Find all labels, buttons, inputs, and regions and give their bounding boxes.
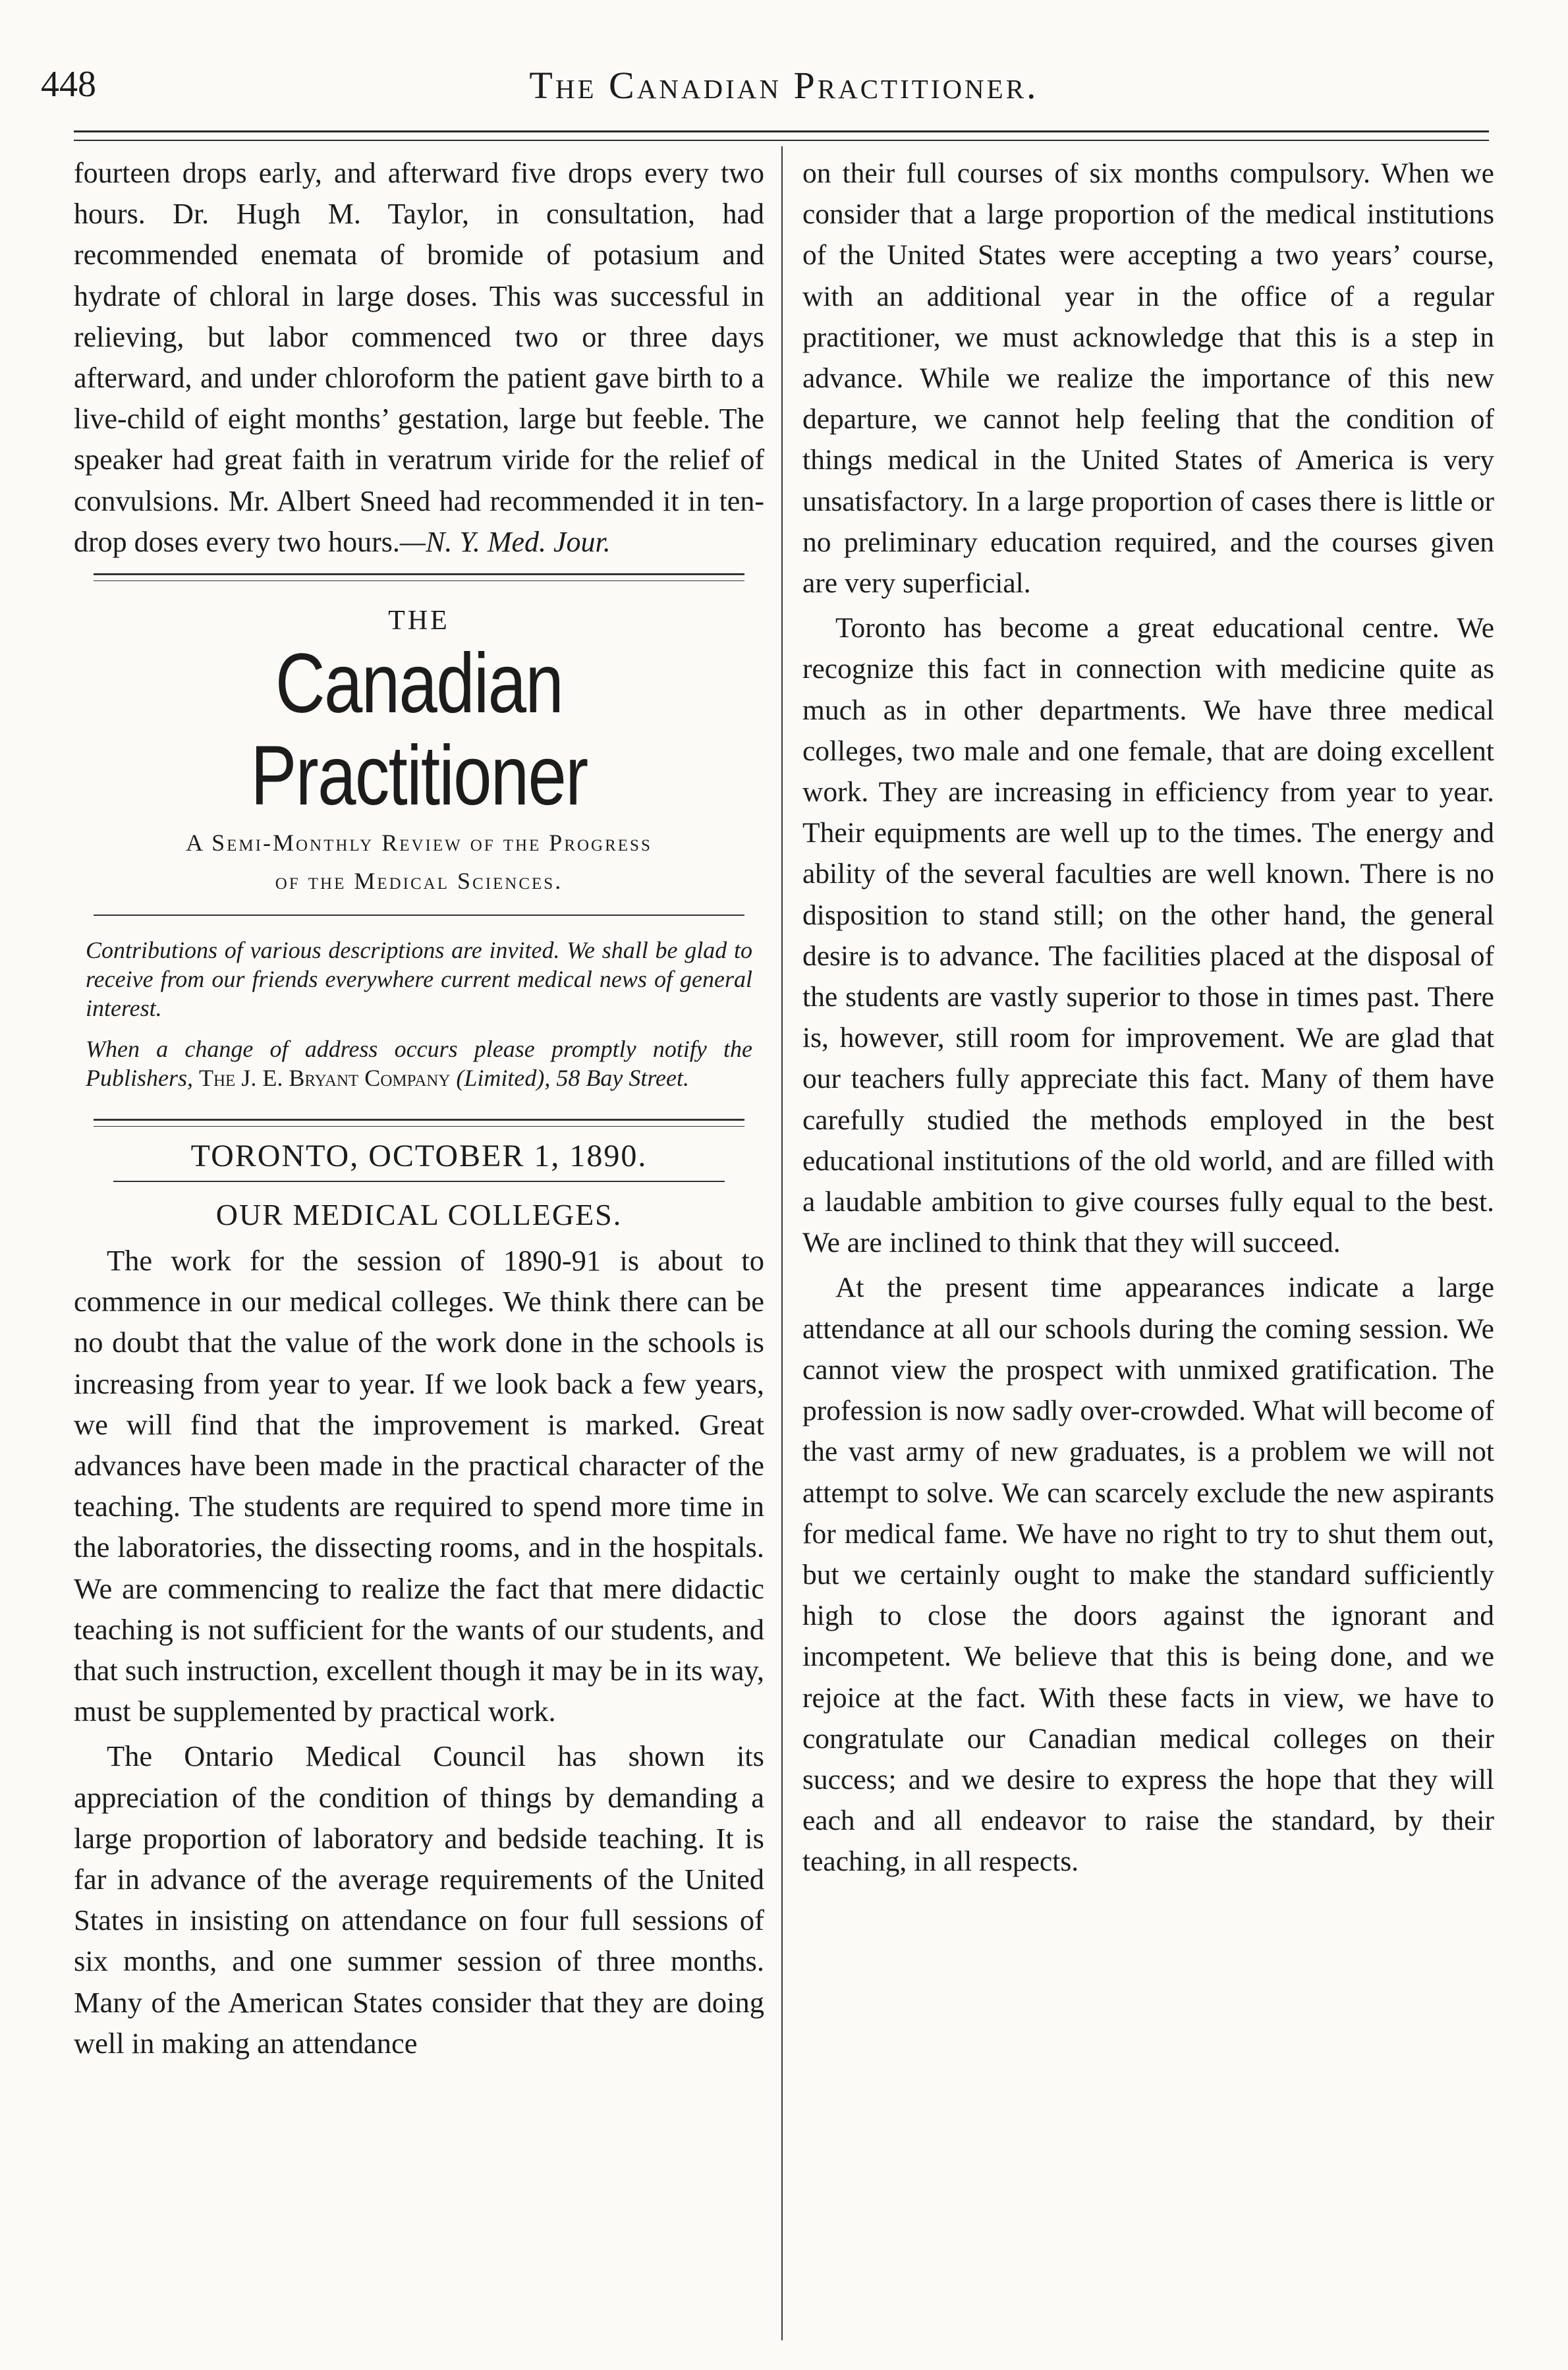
continued-article	[74, 153, 764, 563]
publisher-address: 58 Bay Street.	[556, 1065, 689, 1092]
right-column	[802, 153, 1494, 2344]
notice-address-limited: (Limited),	[450, 1065, 557, 1092]
header-double-rule	[74, 130, 1489, 141]
dateline: TORONTO, OCTOBER 1, 1890.	[190, 1139, 648, 1174]
masthead-title: Canadian Practitioner	[250, 636, 588, 824]
masthead-subtitle	[74, 824, 764, 900]
masthead-subtitle-line-2: of the Medical Sciences.	[275, 868, 563, 895]
masthead	[74, 605, 764, 900]
dateline-rule	[113, 1181, 725, 1182]
journal-running-title: The Canadian Practitioner.	[529, 64, 1039, 107]
masthead-subtitle-line-1: A Semi-Monthly Review of the Progress	[186, 830, 652, 857]
article-paragraph-5: At the present time appearances indicate a large attendance at all our schools during the coming session. We cannot view the prospect with unmixed gratification. The profession is now sadly over-crowded. What will become of the vast army of new graduates, is a problem we will not attempt to solve. We can scarcely exclude the new aspirants for medical fame. We have no right to try to shut them out, but we certainly ought to make the standard sufficiently high to close the doors against the ignorant and incompetent. We believe that this is being done, and we rejoice at the fact. With these facts in view, we have to congratulate our Canadian medical colleges on their success; and we desire to express the hope that they will each and all endeavor to raise the standard, by their teaching, in all respects.	[802, 1272, 1494, 1878]
article-title: OUR MEDICAL COLLEGES.	[215, 1198, 623, 1232]
article-paragraph-1: The work for the session of 1890-91 is about to commence in our medical colleges. We think there can be no doubt that the value of the work done in the schools is increasing from year to year. If we look back a few years, we will find that the improvement is marked. Great advances have been made in the practical character of the teaching. The students are required to spend more time in the laboratories, the dissecting rooms, and in the hospitals. We are commencing to realize the fact that mere didactic teaching is not sufficient for the wants of our students, and that such instruction, excellent though it may be in its way, must be supplemented by practical work.	[74, 1244, 764, 1728]
source-citation: —N. Y. Med. Jour.	[399, 525, 611, 558]
left-column	[74, 153, 764, 2344]
masthead-the: THE	[388, 606, 450, 636]
page-number: 448	[41, 64, 96, 105]
publisher-name: The J. E. Bryant Company	[199, 1065, 451, 1092]
article-paragraph-3: on their full courses of six months compulsory. When we consider that a large proportion of the medical institutions of the United States were accepting a two years’ course, with an additional year in the office of a regular practitioner, we must acknowledge that this is a step in advance. While we realize the importance of this new departure, we cannot help feeling that the condition of things medical in the United States of America is very unsatisfactory. In a large proportion of cases there is little or no preliminary education required, and the courses given are very superficial.	[802, 157, 1494, 600]
section-rule	[94, 573, 744, 581]
masthead-rule	[94, 915, 744, 916]
article-paragraph-4: Toronto has become a great educational centre. We recognize this fact in connection with medicine quite as much as in other departments. We have three medical colleges, two male and one female, that are doing excellent work. They are increasing in efficiency from year to year. Their equipments are well up to the times. The energy and ability of the several faculties are well known. There is no disposition to stand still; on the other hand, the general desire is to advance. The facilities placed at the disposal of the students are vastly superior to those in times past. There is, however, still room for improvement. We are glad that our teachers fully appreciate this fact. Many of them have carefully studied the methods employed in the best educational institutions of the old world, and are filled with a laudable ambition to give courses fully equal to the best. We are inclined to think that they will succeed.	[802, 612, 1494, 1259]
notice-address-text: When a change of address occurs please promptly notify the Publishers,	[86, 1036, 752, 1092]
article-paragraph-2: The Ontario Medical Council has shown its appreciation of the condition of things by demanding a large proportion of laboratory and bedside teaching. It is far in advance of the average requirements of the United States in insisting on attendance on four full sessions of six months, and one summer session of three months. Many of the American States consider that they are doing well in making an attendance	[74, 1739, 764, 2060]
notice-address	[86, 1034, 752, 1092]
running-head	[0, 0, 1568, 119]
editorial-notices	[86, 936, 752, 1092]
notice-contributions: Contributions of various descriptions are invited. We shall be glad to receive from our friends everywhere current medical news of general interest.	[86, 937, 752, 1022]
notices-rule	[94, 1119, 744, 1127]
column-divider	[781, 146, 783, 2340]
continued-paragraph-text: fourteen drops early, and afterward five drops every two hours. Dr. Hugh M. Taylor, in consultation, had recommended enemata of bromide of potasium and hydrate of chloral in large doses. This was successful in relieving, but labor commenced two or three days afterward, and under chloroform the patient gave birth to a live-child of eight months’ gestation, large but feeble. The speaker had great faith in veratrum viride for the relief of convulsions. Mr. Albert Sneed had recommended it in ten-drop doses every two hours.	[74, 157, 764, 558]
continued-paragraph	[74, 153, 764, 563]
